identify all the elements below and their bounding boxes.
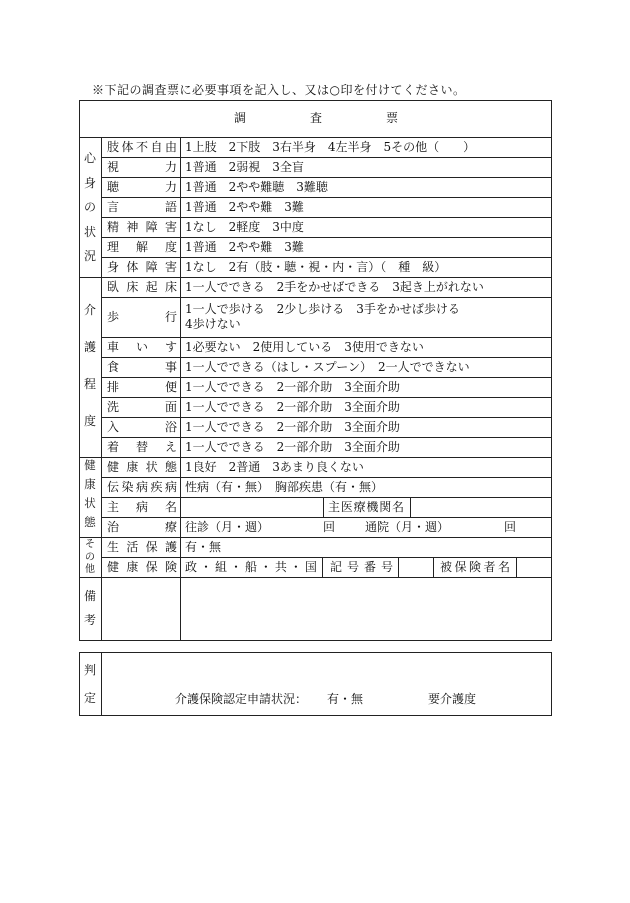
row-label-dressing	[107, 437, 177, 457]
judgment-table	[79, 652, 552, 716]
label-char: 生	[107, 540, 120, 554]
label-char: 語	[164, 200, 177, 214]
table-rule	[516, 557, 517, 577]
label-char: 考	[83, 613, 96, 627]
label-char: 船	[244, 560, 257, 574]
table-rule	[101, 652, 102, 715]
label-char: 着	[107, 440, 120, 454]
label-char: 事	[164, 360, 177, 374]
label-char: 不	[135, 140, 148, 154]
table-rule	[101, 137, 102, 640]
label-char: 康	[126, 460, 139, 474]
row-options-toileting: 1一人でできる 2一部介助 3全面介助	[185, 380, 400, 394]
label-char: 視	[107, 160, 120, 174]
label-char: 医	[340, 500, 353, 514]
label-char: 者	[483, 560, 496, 574]
row-options-hearing: 1普通 2やや難聴 3難聴	[185, 180, 328, 194]
label-char: 険	[164, 560, 177, 574]
row-options-limb: 1上肢 2下肢 3右半身 4左半身 5その他（ ）	[185, 140, 476, 154]
row-options-washing: 1一人でできる 2一部介助 3全面介助	[185, 400, 400, 414]
label-char: 護	[83, 340, 96, 354]
label-char: 状	[84, 496, 96, 510]
label-char: 肢	[107, 140, 120, 154]
label-char: 病	[135, 500, 148, 514]
label-char: 護	[164, 540, 177, 554]
section-label-health	[79, 459, 101, 529]
label-char: 態	[164, 460, 177, 474]
table-rule	[398, 557, 399, 577]
label-char: 査	[309, 111, 322, 125]
label-char: 害	[164, 220, 177, 234]
label-char: 政	[185, 560, 198, 574]
row-options-vision: 1普通 2弱視 3全盲	[185, 160, 304, 174]
row-options-walking: 1一人で歩ける 2少し歩ける 3手をかせば歩ける	[185, 302, 460, 316]
label-char: 状	[83, 224, 96, 239]
row-label-speech	[107, 197, 177, 217]
label-char: 体	[126, 260, 139, 274]
row-options-infectious-disease: 性病（有・無） 胸部疾患（有・無）	[185, 480, 384, 494]
row-options-dressing: 1一人でできる 2一部介助 3全面介助	[185, 440, 400, 454]
label-char: 病	[164, 480, 177, 494]
label-char: 健	[107, 460, 120, 474]
row-options-wheelchair: 1必要ない 2使用している 3使用できない	[185, 340, 424, 354]
row-label-meals	[107, 357, 177, 377]
section-label-mind-body	[79, 151, 101, 263]
label-char: 食	[107, 360, 120, 374]
row-label-treatment	[107, 517, 177, 537]
label-char: 度	[83, 414, 96, 428]
label-char: 名	[164, 500, 177, 514]
label-char: 臥	[107, 280, 120, 294]
label-char: 解	[135, 240, 148, 254]
label-char: 健	[107, 560, 120, 574]
row-options-mental: 1なし 2軽度 3中度	[185, 220, 304, 234]
survey-title	[234, 108, 398, 128]
symbol-number-label	[330, 557, 393, 577]
label-char: 染	[121, 480, 134, 494]
label-char: 洗	[107, 400, 120, 414]
label-char: 入	[107, 420, 120, 434]
label-char: の	[83, 200, 96, 214]
label-char: 排	[107, 380, 120, 394]
label-char: 理	[107, 240, 120, 254]
label-char: え	[164, 440, 177, 454]
row-label-physical-disability	[107, 257, 177, 277]
table-rule	[101, 297, 551, 298]
label-char: ・	[259, 560, 272, 574]
main-institution-label	[328, 497, 404, 517]
table-rule	[410, 497, 411, 517]
label-char: 保	[145, 540, 158, 554]
row-options-bathing: 1一人でできる 2一部介助 3全面介助	[185, 420, 400, 434]
label-char: 起	[145, 280, 158, 294]
label-char: 身	[83, 175, 96, 190]
label-char: 程	[83, 377, 96, 391]
row-options-meals: 1一人でできる（はし・スプーン） 2一人でできない	[185, 360, 470, 374]
row-label-hearing	[107, 177, 177, 197]
label-char: 言	[107, 200, 120, 214]
label-char: 面	[164, 400, 177, 414]
label-char: 便	[164, 380, 177, 394]
label-char: 聴	[107, 180, 120, 194]
row-label-health-insurance	[107, 557, 177, 577]
label-char: 療	[164, 520, 177, 534]
table-rule	[433, 557, 434, 577]
row-options-health-condition: 1良好 2普通 3あまり良くない	[185, 460, 364, 474]
label-char: 疾	[150, 480, 163, 494]
label-char: 康	[126, 560, 139, 574]
label-char: 番	[363, 560, 376, 574]
label-char: 体	[121, 140, 134, 154]
label-char: 記	[330, 560, 343, 574]
label-char: 精	[107, 220, 120, 234]
row-label-walking	[107, 307, 177, 327]
label-char: 治	[107, 520, 120, 534]
treatment-outpatient: 通院（月・週）	[365, 520, 450, 534]
label-char: 神	[126, 220, 139, 234]
label-char: 歩	[107, 310, 120, 324]
label-char: 主	[328, 500, 341, 514]
label-char: 障	[145, 220, 158, 234]
row-label-welfare	[107, 537, 177, 557]
row-label-mental	[107, 217, 177, 237]
application-status-options: 有・無	[327, 692, 364, 706]
section-label-other	[79, 539, 101, 575]
row-label-bed-rising	[107, 277, 177, 297]
row-label-infectious-disease	[107, 477, 177, 497]
label-char: 機	[366, 500, 379, 514]
label-char: 度	[164, 240, 177, 254]
instruction-note: ※下記の調査票に必要事項を記入し、又は○印を付けてください。	[92, 83, 466, 97]
row-options-bed-rising: 1一人でできる 2手をかせばできる 3起き上がれない	[185, 280, 484, 294]
section-label-remarks	[79, 589, 101, 627]
application-status-label: 介護保険認定申請状況：	[175, 692, 308, 706]
label-char: 況	[83, 249, 96, 263]
table-rule	[323, 497, 324, 517]
label-char: 判	[83, 663, 96, 677]
label-char: 自	[150, 140, 163, 154]
label-char: 他	[85, 564, 95, 575]
label-char: 力	[164, 180, 177, 194]
label-char: 国	[304, 560, 317, 574]
label-char: ・	[229, 560, 242, 574]
label-char: 床	[126, 280, 139, 294]
label-char: 介	[83, 303, 96, 317]
label-char: 伝	[107, 480, 120, 494]
treatment-home-visit: 往診（月・週）	[185, 520, 270, 534]
label-char: 関	[379, 500, 392, 514]
row-label-health-condition	[107, 457, 177, 477]
label-char: の	[85, 551, 95, 563]
label-char: す	[164, 340, 177, 354]
label-char: 康	[84, 477, 96, 491]
label-char: 被	[440, 560, 453, 574]
table-rule	[79, 577, 551, 578]
label-char: 療	[353, 500, 366, 514]
section-label-judgment	[79, 663, 101, 705]
table-rule	[180, 137, 181, 640]
label-char: 障	[145, 260, 158, 274]
label-char: 票	[385, 111, 398, 125]
insured-name-label	[440, 557, 510, 577]
label-char: 備	[83, 589, 96, 603]
label-char: 替	[135, 440, 148, 454]
label-char: 状	[145, 460, 158, 474]
label-char: い	[135, 340, 148, 354]
row-options-physical-disability: 1なし 2有（肢・聴・視・内・言）（ 種 級）	[185, 260, 447, 274]
row-options-walking-line2: 4歩けない	[185, 317, 241, 331]
row-label-wheelchair	[107, 337, 177, 357]
label-char: 態	[84, 515, 96, 529]
label-char: 険	[468, 560, 481, 574]
label-char: 主	[107, 500, 120, 514]
row-label-washing	[107, 397, 177, 417]
label-char: 定	[83, 691, 96, 705]
label-char: 心	[83, 151, 96, 165]
label-char: 力	[164, 160, 177, 174]
section-label-care-level	[79, 303, 101, 428]
row-options-welfare: 有・無	[185, 540, 222, 554]
table-rule	[322, 557, 323, 577]
label-char: 病	[135, 480, 148, 494]
label-char: 保	[145, 560, 158, 574]
label-char: そ	[85, 539, 95, 550]
row-label-vision	[107, 157, 177, 177]
label-char: 調	[234, 111, 247, 125]
row-label-limb	[107, 137, 177, 157]
label-char: 号	[380, 560, 393, 574]
care-level-label: 要介護度	[428, 692, 477, 706]
label-char: ・	[289, 560, 302, 574]
row-label-comprehension	[107, 237, 177, 257]
treatment-outpatient-unit: 回	[504, 520, 517, 534]
label-char: 由	[164, 140, 177, 154]
row-options-comprehension: 1普通 2やや難 3難	[185, 240, 304, 254]
row-options-health-insurance	[185, 557, 317, 577]
label-char: 共	[274, 560, 287, 574]
label-char: 号	[346, 560, 359, 574]
treatment-home-visit-unit: 回	[323, 520, 336, 534]
row-options-speech: 1普通 2やや難 3難	[185, 200, 304, 214]
label-char: 浴	[164, 420, 177, 434]
label-char: 組	[214, 560, 227, 574]
label-char: 名	[497, 560, 510, 574]
row-label-main-disease	[107, 497, 177, 517]
label-char: 名	[391, 500, 404, 514]
row-label-bathing	[107, 417, 177, 437]
label-char: 床	[164, 280, 177, 294]
label-char: 活	[126, 540, 139, 554]
label-char: 身	[107, 260, 120, 274]
label-char: 健	[84, 458, 96, 472]
label-char: 保	[454, 560, 467, 574]
label-char: 車	[107, 340, 120, 354]
row-label-toileting	[107, 377, 177, 397]
label-char: 害	[164, 260, 177, 274]
label-char: ・	[199, 560, 212, 574]
label-char: 行	[164, 310, 177, 324]
